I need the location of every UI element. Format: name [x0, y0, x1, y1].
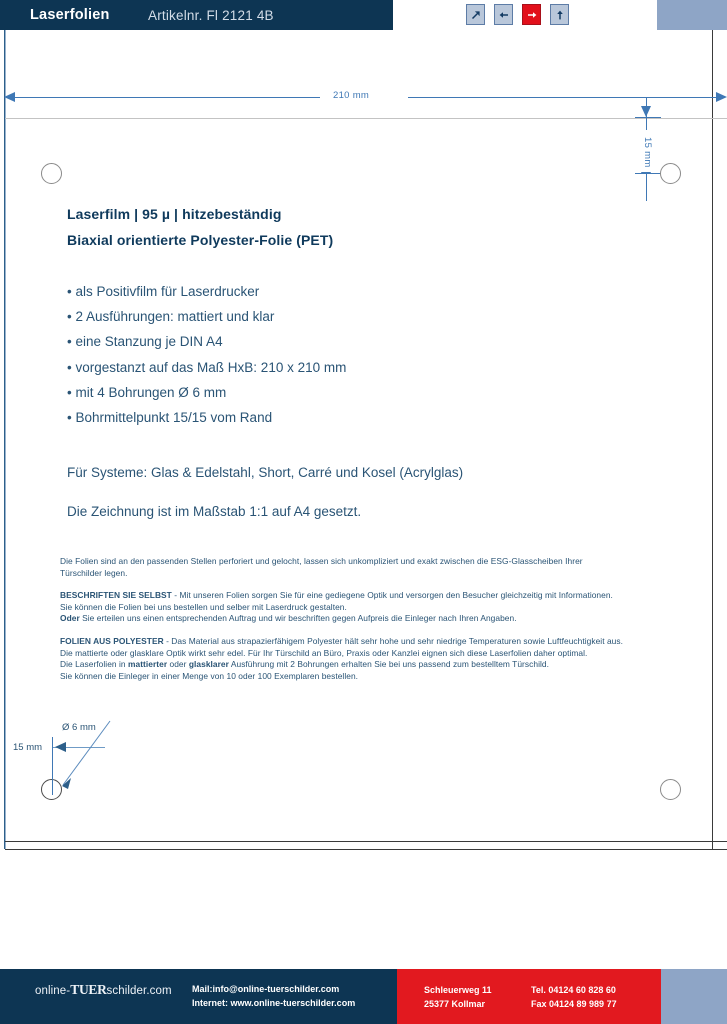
fineprint-paragraph-3 [60, 636, 680, 682]
header-nav-buttons [466, 4, 569, 25]
fineprint-line [60, 659, 680, 671]
footer-fax: Fax 04124 89 989 77 [531, 998, 617, 1009]
sheet-top-edge [5, 118, 727, 119]
fineprint-lead: Oder [60, 613, 80, 624]
list-item: • als Positivfilm für Laserdrucker [67, 284, 260, 299]
footer-street: Schleuerweg 11 [424, 985, 492, 995]
fineprint-block [60, 556, 680, 693]
fineprint-text: Die Laserfolien in [60, 659, 128, 670]
hole-top-left [41, 163, 62, 184]
fineprint-text: Ausführung mit 2 Bohrungen erhalten Sie bei uns passend zum bestelltem Türschild. [228, 659, 549, 670]
fineprint-line: Die mattierte oder glasklare Optik wirkt sehr edel. Für Ihr Türschild an Büro, Praxis oder Kanzlei eignen sich diese Laserfolien daher optimal. [60, 647, 588, 658]
page-title: Laserfolien [30, 7, 110, 23]
list-item: • vorgestanzt auf das Maß HxB: 210 x 210 mm [67, 359, 347, 375]
hole-diameter-leader-icon [40, 715, 120, 800]
footer-contact [192, 983, 355, 1010]
product-headings [67, 201, 333, 253]
article-number: Artikelnr. Fl 2121 4B [148, 8, 274, 23]
footer-logo-mid: TUER [70, 982, 107, 997]
fineprint-emphasis: glasklarer [188, 659, 229, 670]
fineprint-text: - Mit unseren Folien sorgen Sie für eine gediegene Optik und versorgen den Besucher gleichzeitig mit Informationen. [171, 590, 613, 601]
fineprint-paragraph-1 [60, 556, 680, 579]
fineprint-line [60, 613, 680, 625]
fineprint-lead: FOLIEN AUS POLYESTER [60, 635, 164, 646]
arrow-up-right-icon [470, 9, 482, 21]
fineprint-text: - Das Material aus strapazierfähigem Polyester hält sehr hohe und sehr niedrige Temperaturen sowie Luftfeuchtigkeit aus. [163, 635, 624, 646]
sheet-bottom-edge-2 [5, 849, 727, 850]
footer-lightblue-band [661, 969, 727, 1024]
fineprint-lead: BESCHRIFTEN SIE SELBST [60, 590, 172, 601]
list-item: • 2 Ausführungen: mattiert und klar [67, 309, 275, 325]
fineprint-text: Sie erteilen uns einen entsprechenden Auftrag und wir beschriften gegen Aufpreis die Einleger nach Ihren Angaben. [79, 613, 517, 624]
systems-note: Für Systeme: Glas & Edelstahl, Short, Carré und Kosel (Acrylglas) [67, 465, 464, 480]
frame-left-border-inner [5, 30, 6, 849]
open-external-button[interactable] [466, 4, 485, 25]
list-item: • mit 4 Bohrungen Ø 6 mm [67, 384, 227, 400]
fineprint-line: Sie können die Folien bei uns bestellen und selber mit Laserdruck gestalten. [60, 601, 347, 612]
arrow-right-icon [526, 9, 538, 21]
fineprint-paragraph-2 [60, 590, 680, 625]
footer-logo-pre: online- [35, 985, 71, 997]
up-button[interactable] [550, 4, 569, 25]
fineprint-emphasis: mattierter [128, 659, 168, 670]
footer-city: 25377 Kollmar [424, 998, 486, 1009]
scale-note: Die Zeichnung ist im Maßstab 1:1 auf A4 gesetzt. [67, 504, 362, 519]
feature-list [67, 279, 346, 430]
fineprint-line [60, 590, 680, 602]
fineprint-line: Türschilder legen. [60, 567, 128, 578]
hole-diameter-label: Ø 6 mm [62, 722, 96, 733]
width-dimension-arrow-left [4, 92, 15, 102]
fineprint-line [60, 636, 680, 648]
footer-phone-block [531, 984, 617, 1011]
list-item: • Bohrmittelpunkt 15/15 vom Rand [67, 410, 273, 426]
footer-logo-post: schilder.com [106, 985, 172, 997]
back-button[interactable] [494, 4, 513, 25]
edge-dimension-arrow-down [641, 106, 651, 117]
product-heading-1: Laserfilm | 95 µ | hitzebeständig [67, 206, 282, 222]
footer-address [424, 984, 492, 1011]
width-dimension-label: 210 mm [333, 90, 370, 101]
arrow-left-icon [498, 9, 510, 21]
footer-telephone: Tel. 04124 60 828 60 [531, 985, 616, 995]
fineprint-line: Die Folien sind an den passenden Stellen perforiert und gelocht, lassen sich unkompliziert und exakt zwischen die ESG-Glasscheiben Ihrer [60, 556, 583, 566]
edge-dimension-tick-bottom [635, 173, 661, 174]
page-header [0, 0, 727, 30]
arrow-up-icon [554, 9, 566, 21]
fineprint-text: oder [167, 659, 189, 670]
edge-dimension-label: 15 mm [642, 136, 653, 168]
compatibility-notes [67, 453, 463, 531]
edge-dimension-tick-top [635, 117, 661, 118]
list-item: • eine Stanzung je DIN A4 [67, 334, 223, 350]
footer-mail[interactable]: Mail:info@online-tuerschilder.com [192, 984, 340, 994]
sheet-bottom-edge [5, 841, 727, 842]
footer-website[interactable]: Internet: www.online-tuerschilder.com [192, 997, 356, 1008]
hole-bottom-right [660, 779, 681, 800]
hole-top-right [660, 163, 681, 184]
width-dimension-arrow-right [716, 92, 727, 102]
fineprint-line: Sie können die Einleger in einer Menge von 10 oder 100 Exemplaren bestellen. [60, 670, 359, 681]
footer-logo [35, 982, 172, 998]
hole-offset-label: 15 mm [13, 742, 43, 753]
forward-button[interactable] [522, 4, 541, 25]
header-lightblue-band [657, 0, 727, 30]
frame-right-border [712, 30, 713, 849]
product-heading-2: Biaxial orientierte Polyester-Folie (PET) [67, 232, 334, 248]
